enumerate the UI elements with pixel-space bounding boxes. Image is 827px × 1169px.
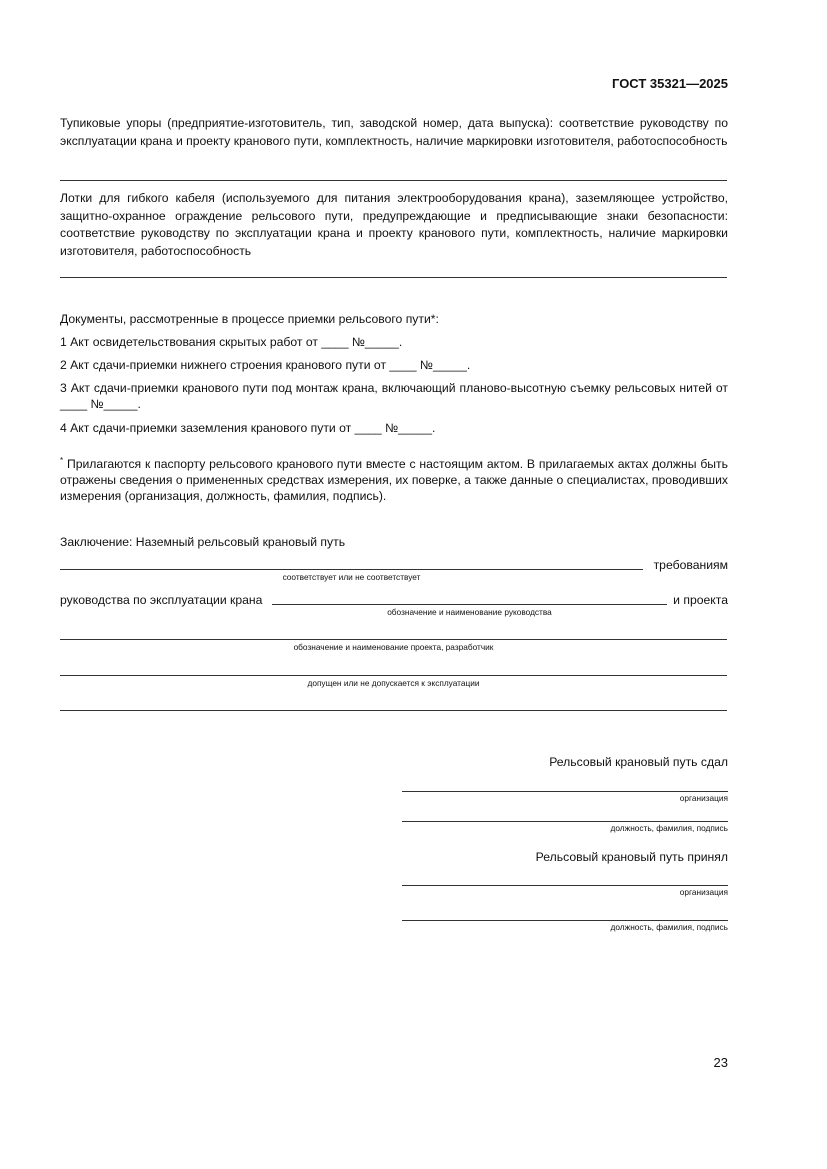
accepted-org-caption: организация [679,887,728,897]
footnote-text: Прилагаются к паспорту рельсового кранового пути вместе с настоящим актом. В прилагаемых актах должны быть отражены сведения о примененных средствах измерения, их поверке, а также данные о специалистах, проводивших измерения (организация, должность, фамилия, подпись). [60,457,728,503]
complies-fill-line[interactable] [60,569,643,570]
manual-fill-line[interactable] [272,604,667,605]
accepted-sign-caption: должность, фамилия, подпись [610,922,728,932]
extra-fill-line[interactable] [60,710,727,711]
complies-caption: соответствует или не соответствует [282,572,421,582]
handed-over-sign-caption: должность, фамилия, подпись [610,823,728,833]
accepted-label: Рельсовый крановый путь принял [535,850,728,864]
accepted-sign-line[interactable] [402,920,728,921]
handed-over-label: Рельсовый крановый путь сдал [549,755,728,769]
manual-caption: обозначение и наименование руководства [387,607,552,617]
project-fill-line[interactable] [60,639,727,640]
documents-title: Документы, рассмотренные в процессе приемки рельсового пути*: [60,312,439,326]
handed-over-org-caption: организация [679,793,728,803]
manual-label: руководства по эксплуатации крана [60,593,263,607]
handed-over-sign-line[interactable] [402,821,728,822]
accepted-org-line[interactable] [402,885,728,886]
page-number: 23 [713,1055,728,1070]
buffer-stops-text: Тупиковые упоры (предприятие-изготовитель, тип, заводской номер, дата выпуска): соответствие руководству по эксплуатации крана и проекту кранового пути, комплектность, наличие маркировки изготовителя, работоспособность [60,116,728,148]
conclusion-title: Заключение: Наземный рельсовый крановый путь [60,535,346,549]
cable-trays-fill-line[interactable] [60,277,727,278]
document-item-3: 3 Акт сдачи-приемки кранового пути под монтаж крана, включающий планово-высотную съемку рельсовых нитей от ____ №_____. [60,381,728,411]
cable-trays-text: Лотки для гибкого кабеля (используемого для питания электрооборудования крана), заземляющее устройство, защитно-охранное ограждение рельсового пути, предупреждающие и предписывающие знаки безопасности: соответствие руководству по эксплуатации крана и проекту кранового пути, комплектность, наличие маркировки изготовителя, работоспособность [60,191,728,258]
admitted-caption: допущен или не допускается к эксплуатации [307,678,480,688]
requirements-word: требованиям [653,558,728,572]
project-caption: обозначение и наименование проекта, разработчик [293,642,494,652]
document-item-4: 4 Акт сдачи-приемки заземления кранового пути от ____ №_____. [60,421,436,435]
footnote [60,456,728,504]
buffer-stops-fill-line[interactable] [60,180,727,181]
document-item-2: 2 Акт сдачи-приемки нижнего строения кранового пути от ____ №_____. [60,358,471,372]
standard-header: ГОСТ 35321—2025 [612,76,728,91]
handed-over-org-line[interactable] [402,791,728,792]
admitted-fill-line[interactable] [60,675,727,676]
document-item-1: 1 Акт освидетельствования скрытых работ от ____ №_____. [60,335,403,349]
footnote-mark: * [60,455,64,465]
and-project-text: и проекта [673,593,728,607]
